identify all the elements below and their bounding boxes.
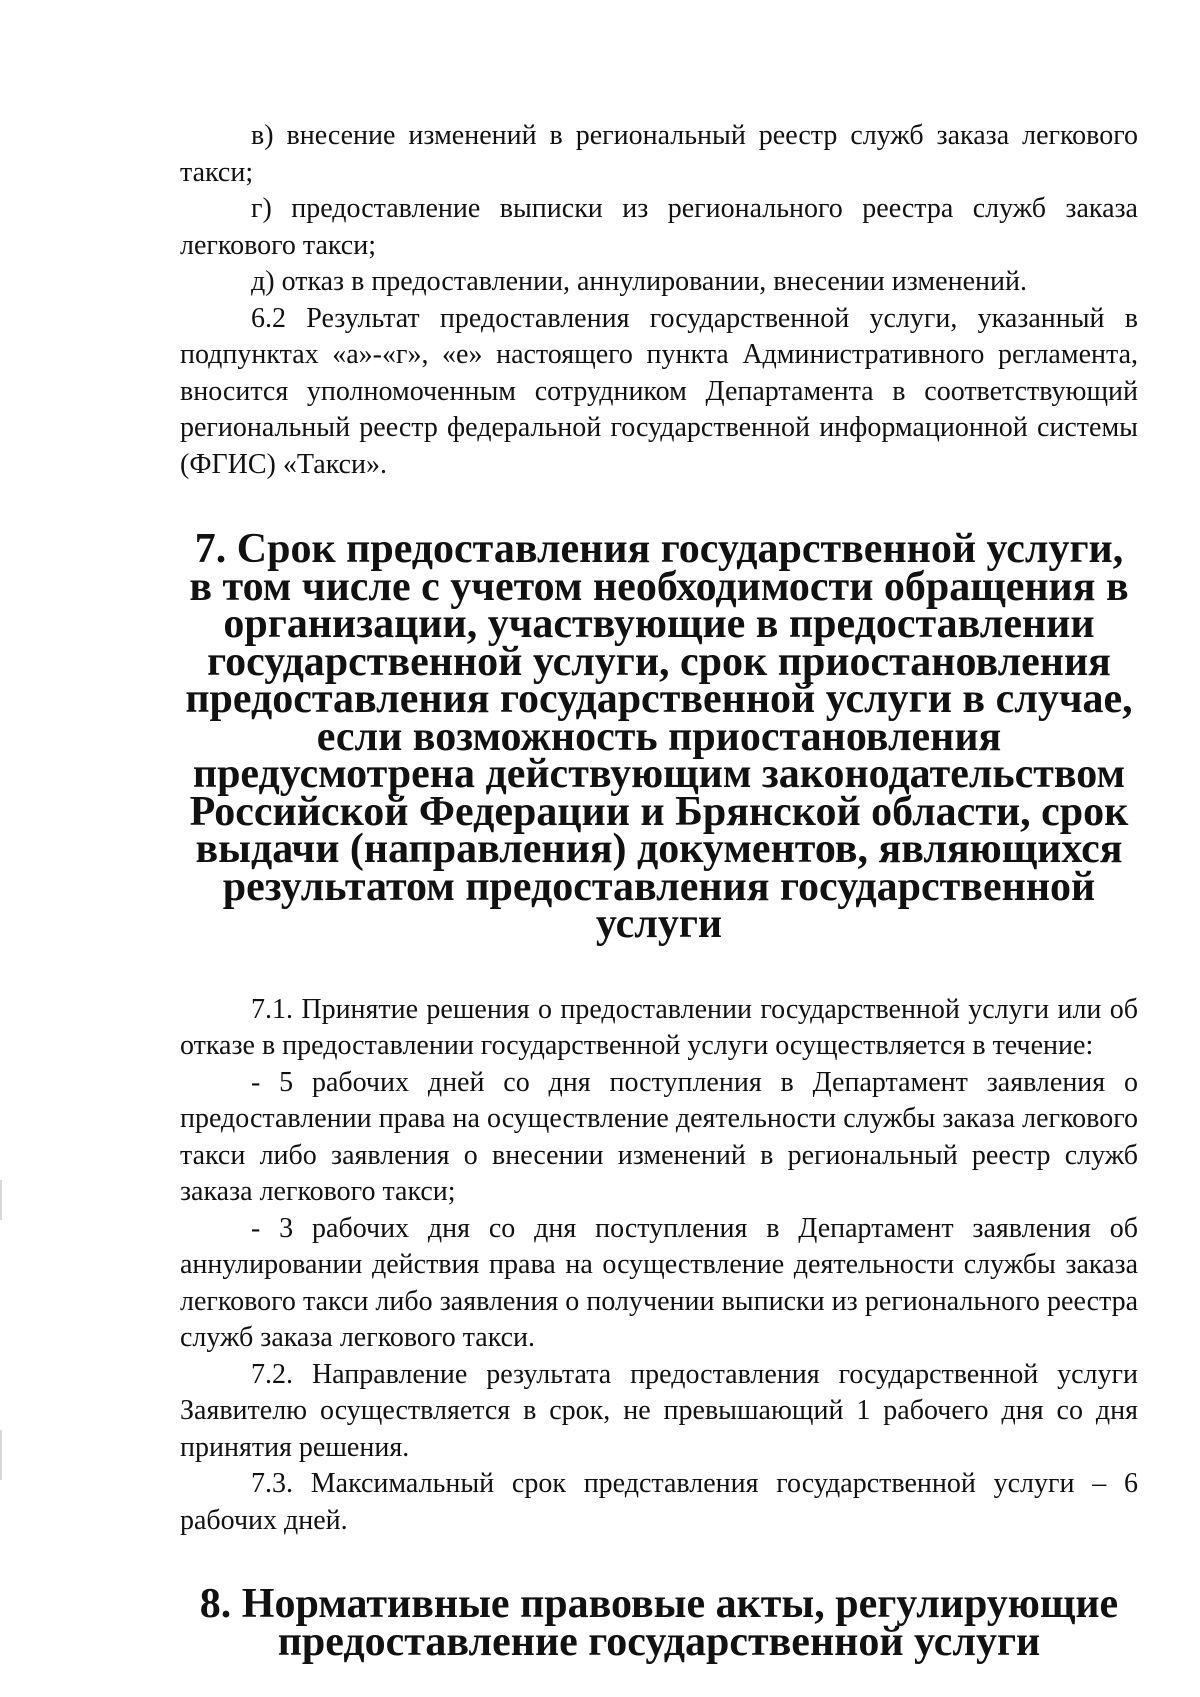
- section-7-heading: 7. Срок предоставления государственной услуги, в том числе с учетом необходимости обращения в организации, участвующие в предоставлении государственной услуги, срок приостановления предоставления государственной услуги в случае, если возможность приостановления предусмотрена действующим законодательством Российской Федерации и Брянской области, срок выдачи (направления) документов, являющихся результатом предоставления государственной услуги: [185, 526, 1133, 947]
- paragraph-7-1-item-3-days: - 3 рабочих дня со дня поступления в Департамент заявления об аннулировании действия права на осуществление деятельности службы заказа легкового такси либо заявления о получении выписки из регионального реестра служб заказа легкового такси.: [180, 1212, 1138, 1353]
- document-page: [180, 118, 1138, 1665]
- paragraph-7-2: 7.2. Направление результата предоставления государственной услуги Заявителю осуществляется в срок, не превышающий 1 рабочего дня со дня принятия решения.: [180, 1358, 1138, 1463]
- paragraph-item-v: в) внесение изменений в региональный реестр служб заказа легкового такси;: [180, 120, 1138, 188]
- scan-edge-mark: [0, 1180, 2, 1220]
- paragraph-item-d: д) отказ в предоставлении, аннулировании, внесении изменений.: [251, 266, 1027, 297]
- paragraph-7-3: 7.3. Максимальный срок представления государственной услуги – 6 рабочих дней.: [180, 1468, 1138, 1536]
- section-8-heading: 8. Нормативные правовые акты, регулирующие предоставление государственной услуги: [199, 1581, 1119, 1665]
- paragraph-6-2: 6.2 Результат предоставления государственной услуги, указанный в подпунктах «а»-«г», «е» настоящего пункта Административного регламента, вносится уполномоченным сотрудником Департамента в соответствующий региональный реестр федеральной государственной информационной системы (ФГИС) «Такси».: [180, 302, 1138, 480]
- paragraph-7-1-item-5-days: - 5 рабочих дней со дня поступления в Департамент заявления о предоставлении права на осуществление деятельности службы заказа легкового такси либо заявления о внесении изменений в региональный реестр служб заказа легкового такси;: [180, 1066, 1138, 1207]
- scan-edge-mark: [0, 1430, 2, 1480]
- paragraph-7-1: 7.1. Принятие решения о предоставлении государственной услуги или об отказе в предоставлении государственной услуги осуществляется в течение:: [180, 993, 1138, 1061]
- paragraph-item-g: г) предоставление выписки из регионального реестра служб заказа легкового такси;: [180, 193, 1138, 261]
